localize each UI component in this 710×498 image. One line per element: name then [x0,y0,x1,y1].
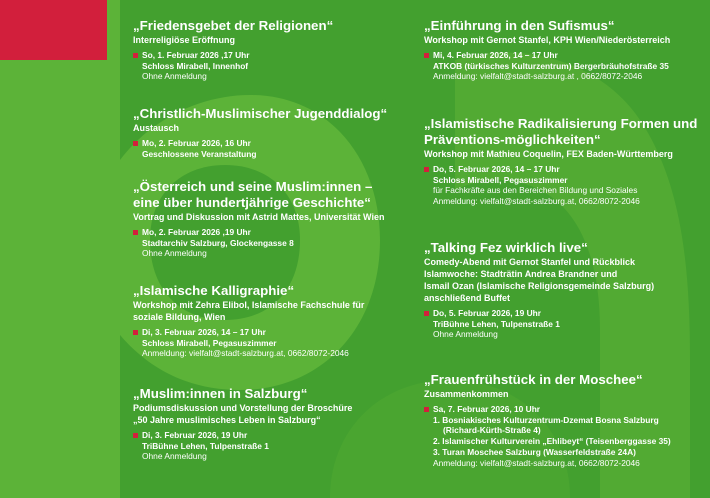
event-subtitle-line: Podiumsdiskussion und Vorstellung der Broschüre [133,403,353,413]
event-detail-line: Anmeldung: vielfalt@stadt-salzburg.at, 0662/8072-2046 [433,457,640,468]
event-subtitle-line: Workshop mit Mathieu Coquelin, FEX Baden-Württemberg [424,149,673,159]
event-detail-line: für Fachkräfte aus den Bereichen Bildung und Soziales [433,185,638,196]
event-detail-line: Ohne Anmeldung [433,329,498,340]
bullet-square-icon [133,330,138,335]
event-title-line: Präventions-möglichkeiten“ [424,132,601,147]
event-subtitle-line: Workshop mit Zehra Elibol, Islamische Fachschule für [133,300,365,310]
event-detail-line: Mi, 4. Februar 2026, 14 – 17 Uhr [433,50,558,60]
event-detail-line: Sa, 7. Februar 2026, 10 Uhr [433,404,541,414]
event-detail-line: ATKOB (türkisches Kulturzentrum) Bergerbräuhofstraße 35 [433,60,669,71]
event-title-line: „Österreich und seine Muslim:innen – [133,179,373,194]
event-detail-line: Di, 3. Februar 2026, 19 Uhr [142,430,248,440]
event-oesterreich-muslime [133,179,403,259]
event-details [133,50,403,82]
event-detail-line: Do, 5. Februar 2026, 14 – 17 Uhr [433,164,560,174]
event-title-line: „Islamische Kalligraphie“ [133,283,295,298]
red-corner-block [0,0,107,60]
event-radikalisierung [424,116,706,207]
event-detail-line: Schloss Mirabell, Pegasuszimmer [142,337,277,348]
event-detail-line: TriBühne Lehen, Tulpenstraße 1 [433,318,560,329]
event-subtitle-line: Vortrag und Diskussion mit Astrid Mattes, Universität Wien [133,212,385,222]
event-detail-line: Ohne Anmeldung [142,248,207,259]
event-title-line: „Friedensgebet der Religionen“ [133,18,334,33]
event-title-line: „Frauenfrühstück in der Moschee“ [424,372,643,387]
event-detail-line: Schloss Mirabell, Innenhof [142,60,249,71]
bullet-square-icon [424,53,429,58]
event-detail-line: Anmeldung: vielfalt@stadt-salzburg.at, 0662/8072-2046 [142,348,349,359]
event-details [133,430,403,462]
event-detail-line: Anmeldung: vielfalt@stadt-salzburg.at , 0662/8072-2046 [433,71,643,82]
event-subtitle-line: Comedy-Abend mit Gernot Stanfel und Rückblick [424,257,636,267]
event-detail-line: 3. Turan Moschee Salzburg (Wasserfeldstraße 24A) [433,446,636,457]
event-title-line: „Einführung in den Sufismus“ [424,18,615,33]
event-frauenfruehstueck [424,372,706,468]
event-detail-line: Schloss Mirabell, Pegasuszimmer [433,174,568,185]
event-detail-line: (Richard-Kürth-Straße 4) [443,425,541,436]
event-detail-line: TriBühne Lehen, Tulpenstraße 1 [142,440,269,451]
bullet-square-icon [424,167,429,172]
bullet-square-icon [424,407,429,412]
bullet-square-icon [133,53,138,58]
event-detail-line: Mo, 2. Februar 2026, 16 Uhr [142,138,251,148]
event-subtitle-line: Interreligiöse Eröffnung [133,35,236,45]
event-subtitle-line: „50 Jahre muslimisches Leben in Salzburg“ [133,415,321,425]
event-details [424,404,706,468]
event-details [424,50,706,82]
event-sufismus [424,18,706,82]
event-detail-line: Di, 3. Februar 2026, 14 – 17 Uhr [142,327,266,337]
bullet-square-icon [133,141,138,146]
event-title-line: „Muslim:innen in Salzburg“ [133,386,308,401]
event-detail-line: Ohne Anmeldung [142,451,207,462]
event-subtitle-line: Islamwoche: Stadträtin Andrea Brandner und [424,269,618,279]
event-subtitle-line: Ismail Ozan (Islamische Religionsgemeinde Salzburg) [424,281,655,291]
event-detail-line: So, 1. Februar 2026 ,17 Uhr [142,50,250,60]
event-subtitle-line: soziale Bildung, Wien [133,312,226,322]
event-friedensgebet [133,18,403,82]
event-detail-line: Geschlossene Veranstaltung [142,148,257,159]
event-details [133,138,403,159]
event-detail-line: Ohne Anmeldung [142,71,207,82]
event-kalligraphie [133,283,403,359]
event-details [133,327,403,359]
event-detail-line: 1. Bosniakisches Kulturzentrum-Dzemat Bosna Salzburg [433,414,659,425]
bullet-square-icon [424,311,429,316]
bullet-square-icon [133,433,138,438]
event-title-line: „Talking Fez wirklich live“ [424,240,588,255]
event-title-line: „Islamistische Radikalisierung Formen und [424,116,698,131]
event-muslime-salzburg [133,386,403,462]
event-detail-line: Mo, 2. Februar 2026 ,19 Uhr [142,227,251,237]
event-title-line: „Christlich-Muslimischer Jugenddialog“ [133,106,388,121]
event-title-line: eine über hundertjährige Geschichte“ [133,195,371,210]
event-details [133,227,403,259]
event-talking-fez [424,240,706,340]
event-details [424,164,706,207]
event-subtitle-line: anschließend Buffet [424,293,511,303]
event-detail-line: Do, 5. Februar 2026, 19 Uhr [433,308,541,318]
event-subtitle-line: Workshop mit Gernot Stanfel, KPH Wien/Niederösterreich [424,35,671,45]
bullet-square-icon [133,230,138,235]
event-jugenddialog [133,106,403,159]
event-subtitle-line: Zusammenkommen [424,389,509,399]
event-subtitle-line: Austausch [133,123,180,133]
event-detail-line: Anmeldung: vielfalt@stadt-salzburg.at, 0662/8072-2046 [433,196,640,207]
event-details [424,308,706,340]
event-detail-line: Stadtarchiv Salzburg, Glockengasse 8 [142,237,294,248]
event-detail-line: 2. Islamischer Kulturverein „Ehlibeyt“ (Teisenberggasse 35) [433,436,671,447]
